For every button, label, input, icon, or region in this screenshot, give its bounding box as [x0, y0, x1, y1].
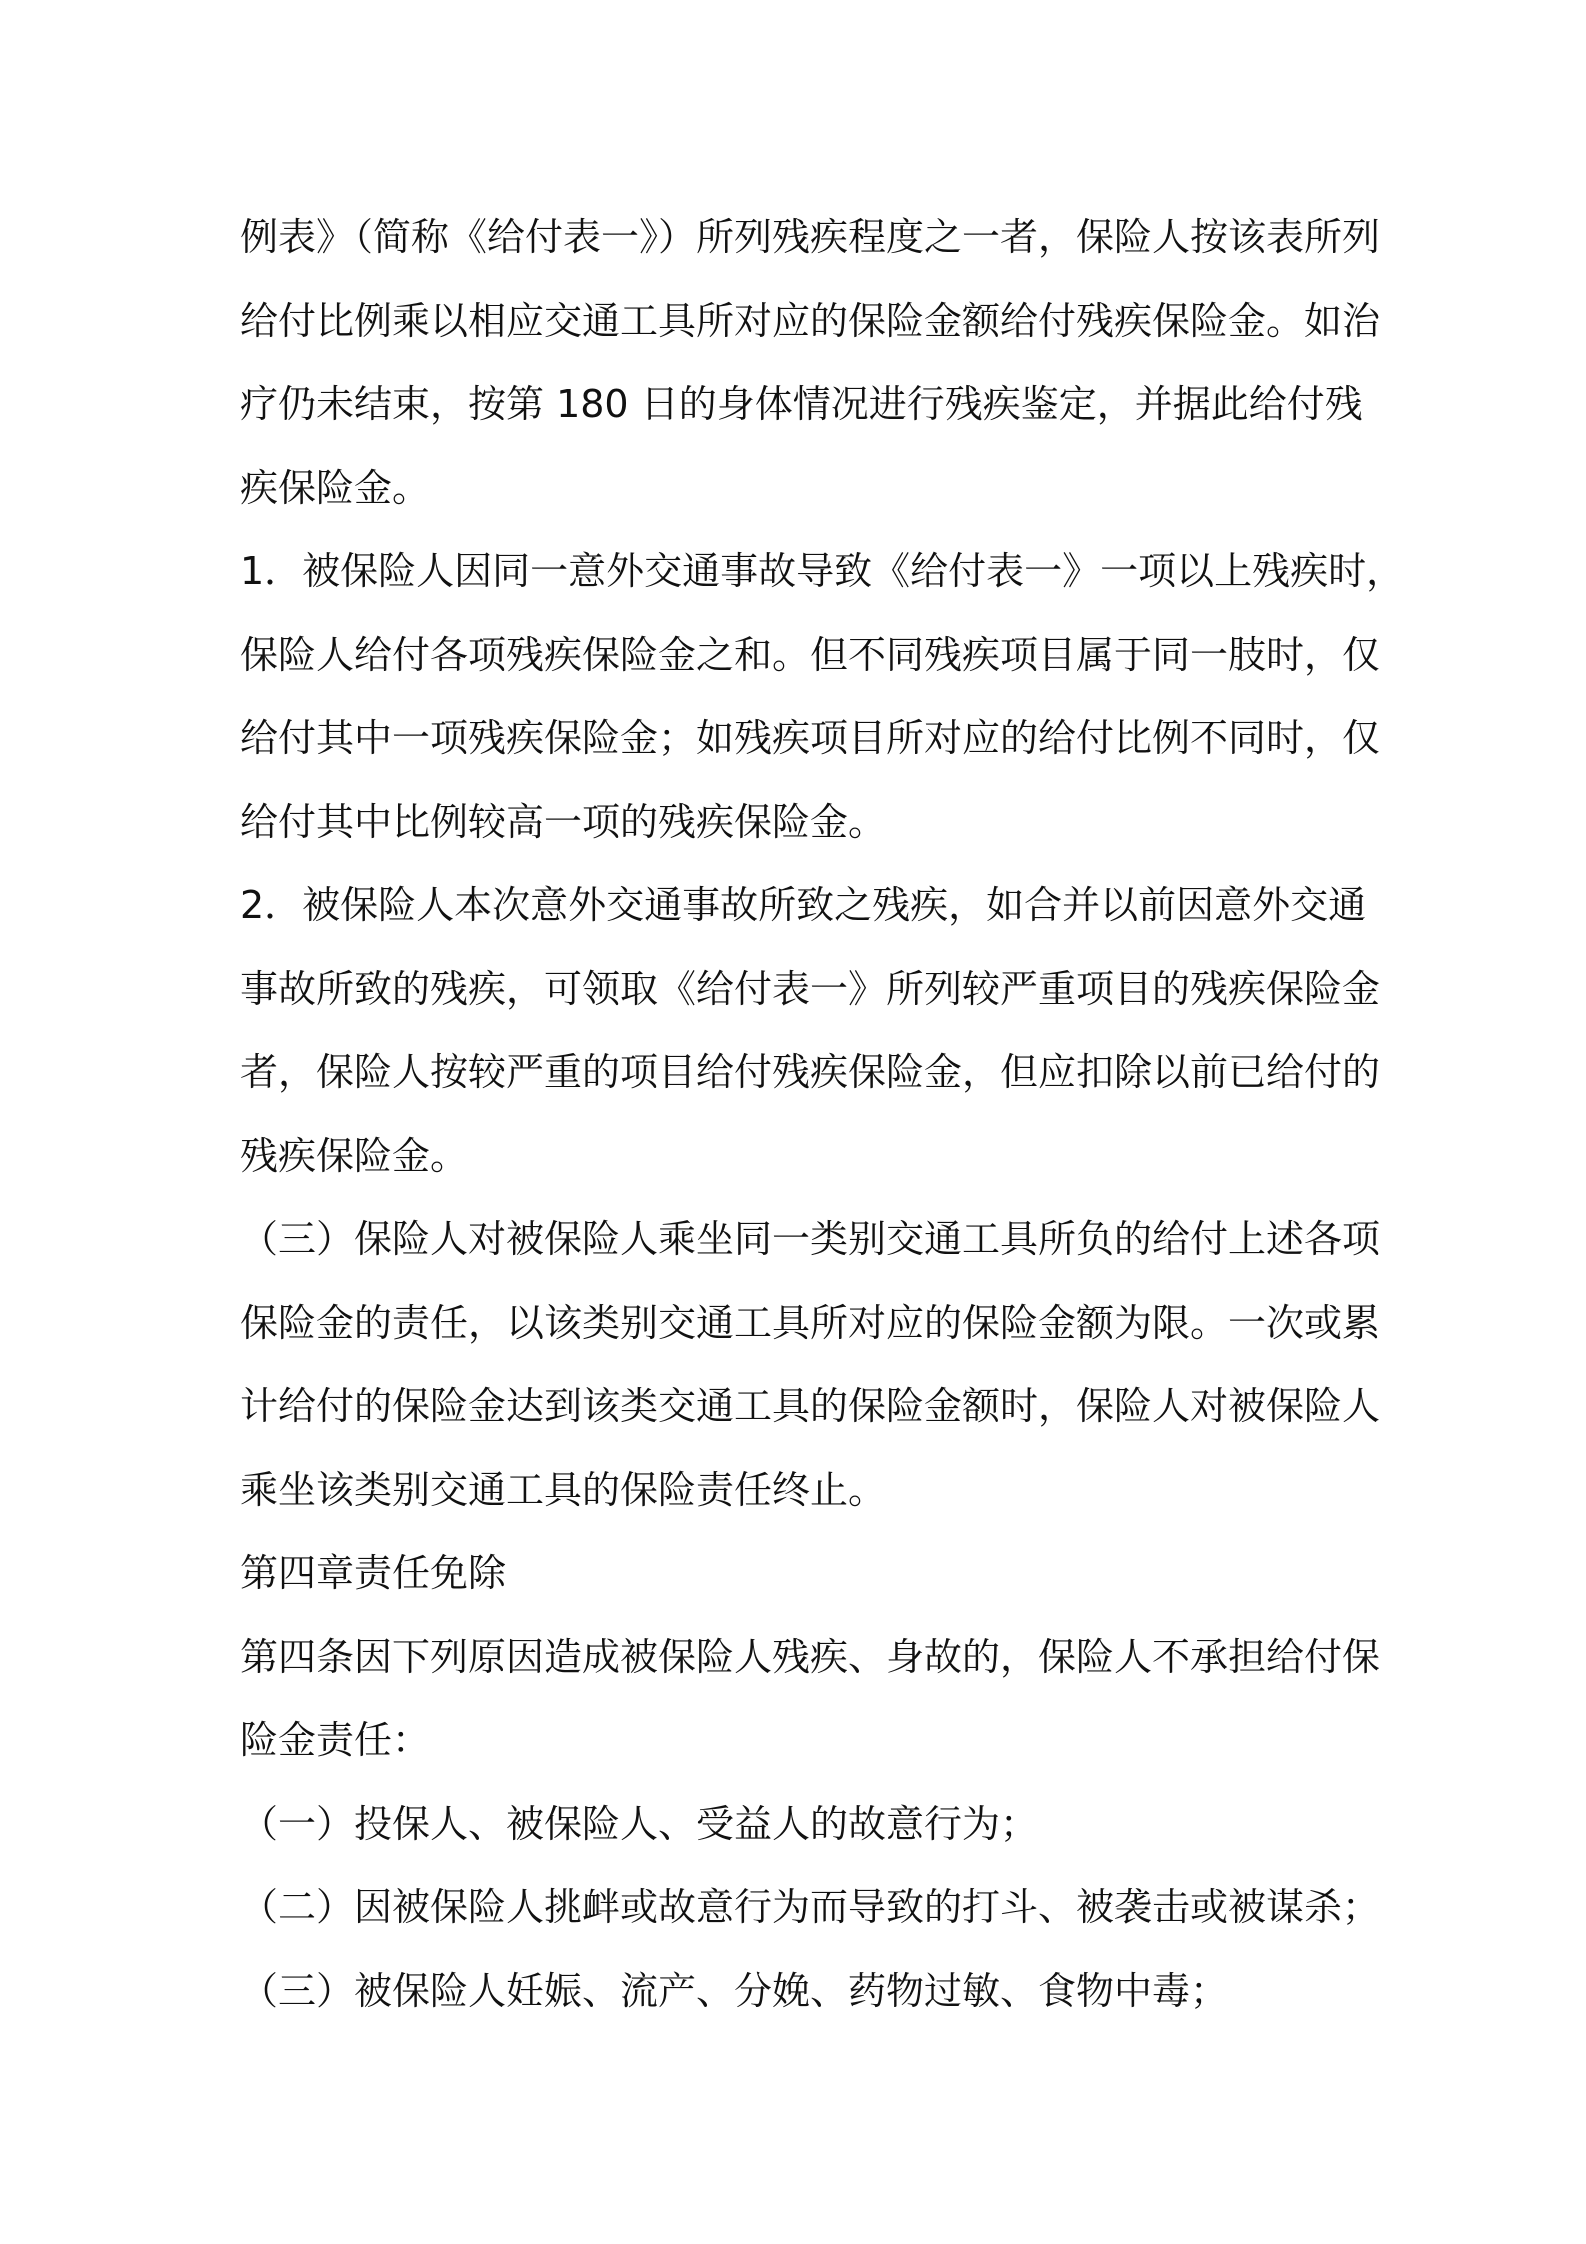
text-line: 残疾保险金。 — [240, 1133, 469, 1178]
text-line: 保险金的责任，以该类别交通工具所对应的保险金额为限。一次或累 — [240, 1300, 1381, 1345]
text-line: 2．被保险人本次意外交通事故所致之残疾，如合并以前因意外交通 — [240, 883, 1367, 927]
text-line: 1．被保险人因同一意外交通事故导致《给付表一》一项以上残疾时， — [240, 549, 1405, 593]
text-line: 事故所致的残疾，可领取《给付表一》所列较严重项目的残疾保险金 — [240, 966, 1381, 1011]
text-line: 疗仍未结束，按第 180 日的身体情况进行残疾鉴定，并据此给付残 — [240, 382, 1363, 426]
list-item: （一）投保人、被保险人、受益人的故意行为； — [240, 1801, 1039, 1846]
list-item: （三）被保险人妊娠、流产、分娩、药物过敏、食物中毒； — [240, 1968, 1229, 2013]
text-line: 第四条因下列原因造成被保险人残疾、身故的，保险人不承担给付保 — [240, 1634, 1381, 1679]
text-line: 给付其中一项残疾保险金；如残疾项目所对应的给付比例不同时，仅 — [240, 716, 1381, 760]
list-item: （二）因被保险人挑衅或故意行为而导致的打斗、被袭击或被谋杀； — [240, 1885, 1381, 1929]
text-line: 给付其中比例较高一项的残疾保险金。 — [240, 799, 887, 844]
text-line: 疾保险金。 — [240, 465, 431, 510]
text-line: 给付比例乘以相应交通工具所对应的保险金额给付残疾保险金。如治 — [240, 298, 1381, 343]
document-body — [240, 196, 1405, 2033]
chapter-heading: 第四章责任免除 — [240, 1551, 507, 1595]
text-line: 保险人给付各项残疾保险金之和。但不同残疾项目属于同一肢时，仅 — [240, 632, 1381, 677]
text-line: （三）保险人对被保险人乘坐同一类别交通工具所负的给付上述各项 — [240, 1217, 1381, 1261]
text-line: 例表》（简称《给付表一》）所列残疾程度之一者，保险人按该表所列 — [240, 215, 1381, 259]
text-line: 乘坐该类别交通工具的保险责任终止。 — [240, 1467, 887, 1512]
text-line: 者，保险人按较严重的项目给付残疾保险金，但应扣除以前已给付的 — [240, 1050, 1381, 1094]
text-line: 计给付的保险金达到该类交通工具的保险金额时，保险人对被保险人 — [240, 1384, 1381, 1428]
text-line: 险金责任： — [240, 1718, 431, 1762]
